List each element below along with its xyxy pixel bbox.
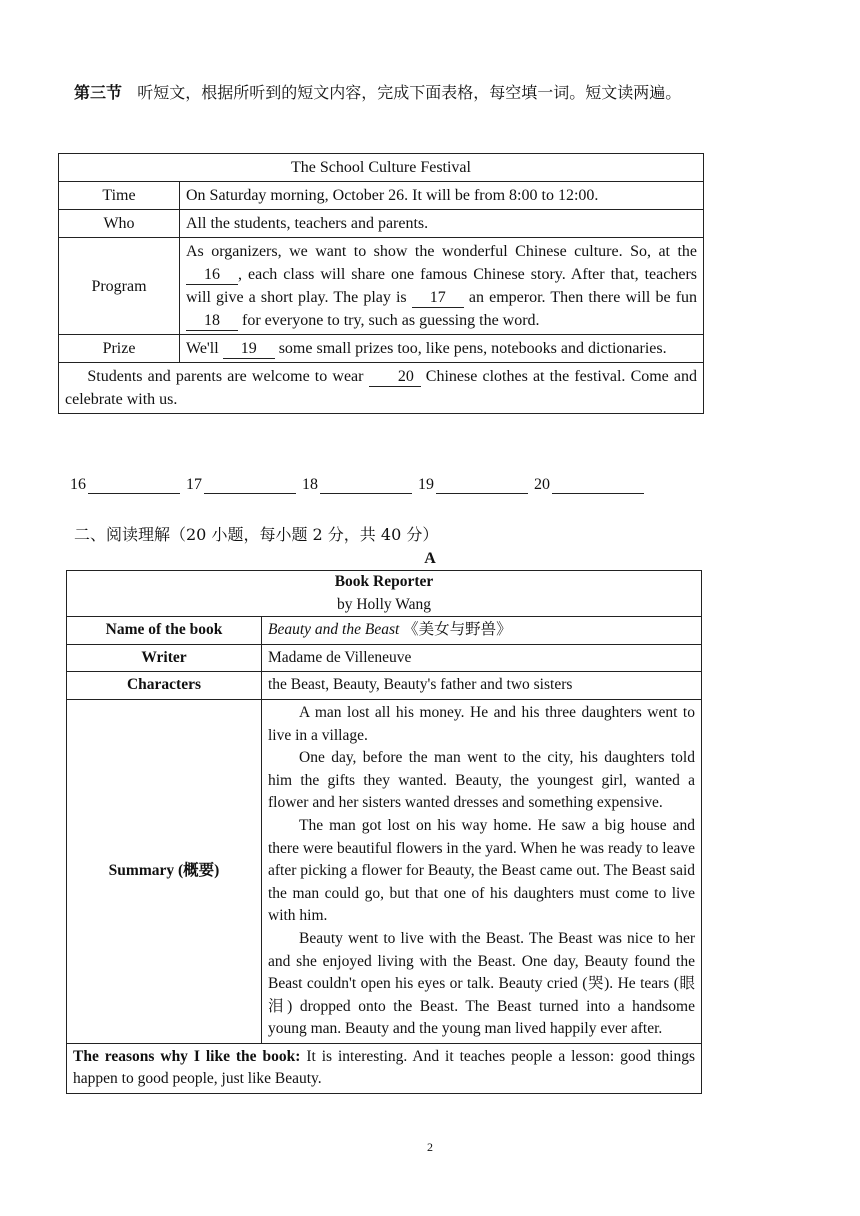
answer-number: 20 bbox=[534, 476, 550, 493]
answer-17[interactable] bbox=[186, 476, 296, 494]
answer-line bbox=[552, 477, 644, 494]
program-text-3: an emperor. Then there will be fun bbox=[468, 289, 698, 306]
book-name-label: Name of the book bbox=[67, 617, 262, 645]
program-text-2: , each class will share one famous Chinese story. After that, teachers will give a short play. The play is bbox=[186, 266, 697, 306]
program-text-1: As organizers, we want to show the wonderful Chinese culture. So, at the bbox=[186, 243, 697, 260]
section3-text: 听短文，根据所听到的短文内容，完成下面表格，每空填一词。短文读两遍。 bbox=[137, 83, 682, 102]
section3-instruction bbox=[74, 80, 704, 106]
page-number: 2 bbox=[427, 1140, 433, 1154]
answer-line bbox=[204, 477, 296, 494]
answer-lines bbox=[70, 476, 690, 494]
book-name-value bbox=[262, 617, 702, 645]
footer-text-2: Chinese clothes at the festival. Come and celebrate with us. bbox=[65, 368, 698, 408]
blank-17: 17 bbox=[412, 289, 464, 308]
summary-label: Summary (概要) bbox=[67, 699, 262, 1043]
summary-value bbox=[262, 699, 702, 1043]
passage-letter: A bbox=[424, 550, 436, 567]
program-text-4: for everyone to try, such as guessing the word. bbox=[242, 312, 540, 329]
prize-text-2: some small prizes too, like pens, notebooks and dictionaries. bbox=[278, 340, 667, 357]
blank-16: 16 bbox=[186, 266, 238, 285]
answer-number: 17 bbox=[186, 476, 202, 493]
reasons-label: The reasons why I like the book: bbox=[73, 1047, 301, 1065]
footer-text-1: Students and parents are welcome to wear bbox=[87, 368, 364, 385]
book-name-en: Beauty and the Beast bbox=[268, 621, 400, 639]
blank-19: 19 bbox=[223, 340, 275, 359]
time-value: On Saturday morning, October 26. It will be from 8:00 to 12:00. bbox=[180, 182, 704, 210]
who-value: All the students, teachers and parents. bbox=[180, 210, 704, 238]
prize-label: Prize bbox=[59, 335, 180, 363]
characters-value: the Beast, Beauty, Beauty's father and two sisters bbox=[262, 672, 702, 700]
who-label: Who bbox=[59, 210, 180, 238]
time-label: Time bbox=[59, 182, 180, 210]
answer-20[interactable] bbox=[534, 476, 644, 494]
book-report-table bbox=[66, 570, 702, 1094]
answer-16[interactable] bbox=[70, 476, 180, 494]
blank-20: 20 bbox=[369, 368, 421, 387]
reasons-value: It is interesting. And it teaches people a lesson: good things happen to good people, just like Beauty. bbox=[73, 1047, 695, 1088]
part2-heading: 二、阅读理解（20 小题，每小题 2 分，共 40 分） bbox=[74, 525, 439, 544]
program-value bbox=[180, 238, 704, 335]
summary-paragraph: One day, before the man went to the city, his daughters told him the gifts they wanted. Beauty, the youngest girl, wanted a flower and her sisters wanted dresses and something expensive. bbox=[268, 749, 695, 812]
answer-number: 16 bbox=[70, 476, 86, 493]
answer-19[interactable] bbox=[418, 476, 528, 494]
writer-label: Writer bbox=[67, 644, 262, 672]
answer-number: 18 bbox=[302, 476, 318, 493]
prize-value bbox=[180, 335, 704, 363]
festival-title: The School Culture Festival bbox=[59, 154, 704, 182]
summary-paragraph: A man lost all his money. He and his three daughters went to live in a village. bbox=[268, 703, 695, 744]
reasons-row bbox=[67, 1043, 702, 1093]
answer-number: 19 bbox=[418, 476, 434, 493]
book-report-title: Book Reporter bbox=[334, 573, 434, 590]
festival-table bbox=[58, 153, 704, 414]
festival-footer bbox=[59, 363, 704, 414]
answer-line bbox=[436, 477, 528, 494]
prize-text-1: We'll bbox=[186, 340, 219, 357]
writer-value: Madame de Villeneuve bbox=[262, 644, 702, 672]
section3-label: 第三节 bbox=[74, 83, 123, 102]
program-label: Program bbox=[59, 238, 180, 335]
answer-18[interactable] bbox=[302, 476, 412, 494]
book-name-cn: 《美女与野兽》 bbox=[403, 621, 512, 639]
summary-paragraph: The man got lost on his way home. He saw a big house and there were beautiful flowers in the yard. When he was ready to leave after picking a flower for Beauty, the Beast came out. The Beast said the man could go, but that one of his daughters must come to live with him. bbox=[268, 816, 695, 925]
summary-paragraph: Beauty went to live with the Beast. The Beast was nice to her and she enjoyed living with the Beast. One day, Beauty found the Beast couldn't open his eyes or talk. Beauty cried (哭). He tears (眼泪) dropped onto the Beast. The Beast turned into a handsome young man. Beauty and the young man lived happily ever after. bbox=[268, 929, 695, 1038]
characters-label: Characters bbox=[67, 672, 262, 700]
answer-line bbox=[88, 477, 180, 494]
book-report-byline: by Holly Wang bbox=[336, 595, 432, 613]
answer-line bbox=[320, 477, 412, 494]
blank-18: 18 bbox=[186, 312, 238, 331]
book-report-header bbox=[67, 571, 702, 617]
